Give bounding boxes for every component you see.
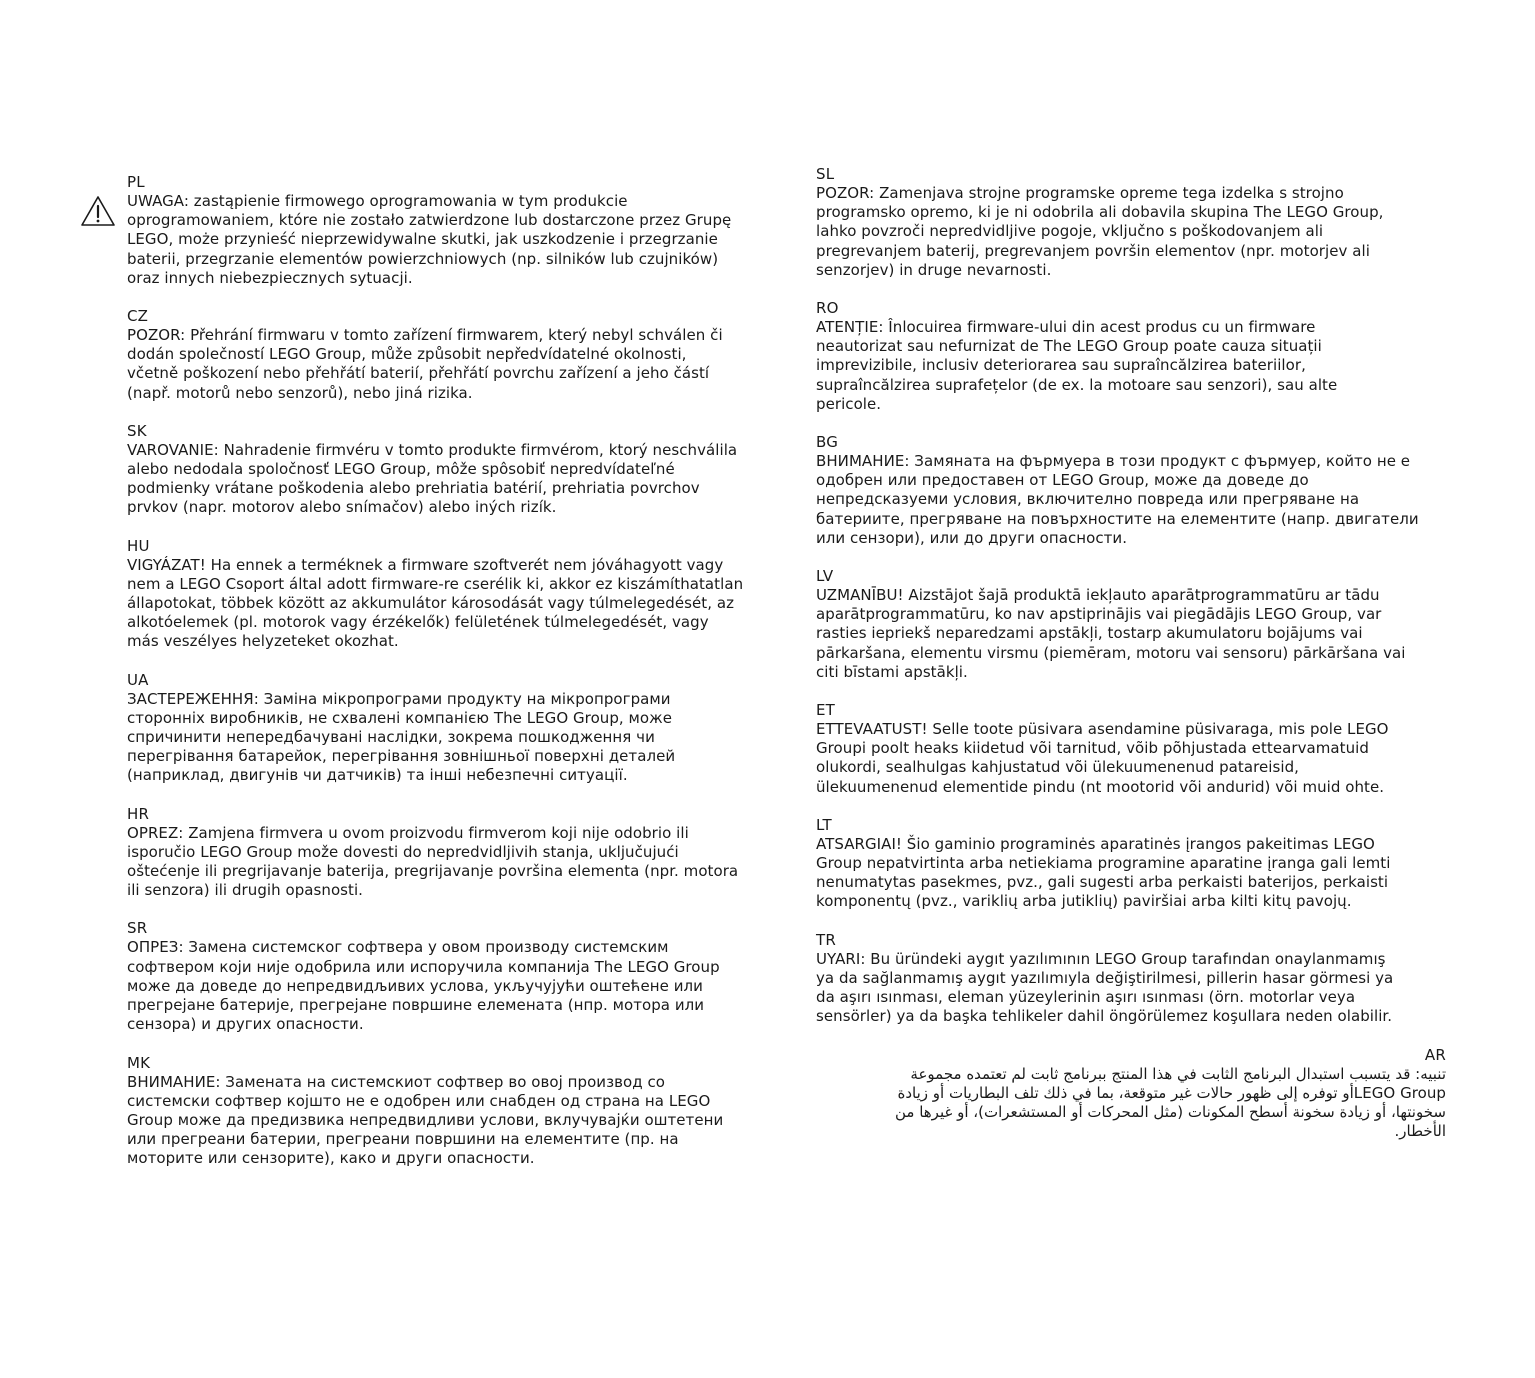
language-code: HU: [127, 536, 150, 555]
language-code: BG: [816, 433, 839, 452]
warning-text: OPREZ: Zamjena firmvera u ovom proizvodu firmverom koji nije odobrio ili isporučio LEGO Group može dovesti do nepredvidljivih stanja, uključujući oštećenje ili pregrijavanje baterija, pregrijavanje površina elementa (npr. motora ili senzora) ili drugih opasnosti.: [127, 823, 739, 900]
right-column: [816, 165, 1446, 1160]
warning-text: VIGYÁZAT! Ha ennek a terméknek a firmware szoftverét nem jóváhagyott vagy nem a LEGO Csoport által adott firmware-re cserélik ki, akkor ez kiszámíthatatlan állapotokat, többek között az akkumulátor károsodását vagy túlmelegedését, az alkotóelemek (pl. motorok vagy érzékelők) felületének túlmelegedését, vagy más veszélyes helyzeteket okozhat.: [127, 555, 744, 651]
warning-text: UYARI: Bu üründeki aygıt yazılımının LEGO Group tarafından onaylanmamış ya da sağlanmamış aygıt yazılımıyla değiştirilmesi, pillerin hasar görmesi ya da aşırı ısınması, eleman yüzeylerinin aşırı ısınması (örn. motorlar veya sensörler) ya da başka tehlikeler dahil öngörülemez koşullara neden olabilir.: [816, 949, 1394, 1026]
warning-section-sl: [816, 165, 1446, 280]
warning-text: ATSARGIAI! Šio gaminio programinės aparatinės įrangos pakeitimas LEGO Group nepatvirtinta arba netiekiama programine aparatine įranga gali lemti nenumatytas pasekmes, pvz., gali sugesti arba perkaisti baterijos, perkaisti komponentų (pvz., variklių arba jutiklių) paviršiai arba kilti kitų pavojų.: [816, 834, 1391, 911]
language-code: MK: [127, 1053, 151, 1072]
warning-section-ua: [127, 671, 792, 786]
warning-text: ETTEVAATUST! Selle toote püsivara asendamine püsivaraga, mis pole LEGO Groupi poolt heaks kiidetud või tarnitud, võib põhjustada ettearvamatuid olukordi, sealhulgas kahjustatud või ülekuumenenud patareisid, ülekuumenenud elementide pindu (nt mootorid või andurid) või muid ohte.: [816, 720, 1389, 796]
warning-section-ro: [816, 299, 1446, 414]
language-code: PL: [127, 173, 145, 191]
warning-text: POZOR: Zamenjava strojne programske opreme tega izdelka s strojno programsko opremo, ki je ni odobrila ali dobavila skupina The LEGO Group, lahko povzroči nepredvidljive pogoje, vključno s poškodovanjem ali pregrevanjem baterij, pregrevanjem površin elementov (npr. motorjev ali senzorjev) in druge nevarnosti.: [816, 184, 1384, 279]
warning-text: POZOR: Přehrání firmwaru v tomto zařízení firmwarem, který nebyl schválen či dodán společností LEGO Group, může způsobit nepředvídatelné okolnosti, včetně poškození nebo přehřátí baterií, přehřátí povrchu zařízení a jeho částí (např. motorů nebo senzorů), nebo jiná rizika.: [127, 326, 723, 402]
warning-triangle-icon: [80, 195, 116, 227]
warning-section-lt: [816, 816, 1446, 912]
warning-section-hr: [127, 805, 792, 901]
warning-section-hu: [127, 537, 792, 652]
warning-text: ЗАСТЕРЕЖЕННЯ: Заміна мікропрограми продукту на мікропрограми сторонніх виробників, не схвалені компанією The LEGO Group, може спричинити непередбачувані наслідки, зокрема пошкодження чи перегрівання батарейок, перегрівання зовнішньої поверхні деталей (наприклад, двигунів чи датчиків) та інші небезпечні ситуації.: [127, 689, 676, 785]
language-code: SL: [816, 165, 835, 183]
warning-section-sk: [127, 422, 792, 518]
warning-text: ВНИМАНИЕ: Замената на системскиот софтвер во овој производ со системски софтвер којшто не е одобрен или снабден од страна на LEGO Group може да предизвика непредвидливи услови, вклучувајќи оштетени или прегреани батерии, прегреани површини на елементите (пр. на моторите или сензорите), како и други опасности.: [127, 1072, 724, 1168]
language-code: SK: [127, 421, 147, 440]
warning-section-lv: [816, 567, 1446, 682]
warning-text: UWAGA: zastąpienie firmowego oprogramowania w tym produkcie oprogramowaniem, które nie zostało zatwierdzone lub dostarczone przez Grupę LEGO, może przynieść nieprzewidywalne skutki, jak uszkodzenie i przegrzanie baterii, przegrzanie elementów powierzchniowych (np. silników lub czujników) oraz innych niebezpiecznych sytuacji.: [127, 192, 732, 287]
warning-text: UZMANĪBU! Aizstājot šajā produktā iekļauto aparātprogrammatūru ar tādu aparātprogrammatūru, ko nav apstiprinājis vai piegādājis LEGO Group, var rasties iepriekš neparedzami apstākļi, tostarp akumulatoru bojājums vai pārkaršana, elementu virsmu (piemēram, motoru vai sensoru) pārkāršana vai citi bīstami apstākļi.: [816, 586, 1406, 681]
warning-section-mk: [127, 1054, 792, 1169]
warning-section-bg: [816, 433, 1446, 548]
language-code: ET: [816, 701, 836, 720]
left-column: [127, 173, 792, 1188]
language-code: UA: [127, 670, 149, 689]
language-code: RO: [816, 299, 839, 318]
language-code: LV: [816, 567, 834, 586]
warning-text: VAROVANIE: Nahradenie firmvéru v tomto produkte firmvérom, ktorý neschválila alebo nedodala spoločnosť LEGO Group, môže spôsobiť nepredvídateľné podmienky vrátane poškodenia alebo prehriatia batérií, prehriatia povrchov prvkov (napr. motorov alebo snímačov) alebo iných rizík.: [127, 440, 738, 517]
warning-section-tr: [816, 931, 1446, 1027]
warning-section-ar: [816, 1046, 1446, 1142]
warning-section-cz: [127, 307, 792, 403]
language-code: SR: [127, 919, 148, 938]
warning-section-pl: [127, 173, 792, 288]
language-code: LT: [816, 815, 832, 834]
language-code: TR: [816, 930, 836, 949]
language-code: CZ: [127, 307, 149, 326]
warning-text: ВНИМАНИЕ: Замяната на фърмуера в този продукт с фърмуер, който не е одобрен или предоставен от LEGO Group, може да доведе до непредсказуеми условия, включително повреда или прегряване на батериите, прегряване на повърхностите на елементите (напр. двигатели или сензори), или до други опасности.: [816, 452, 1419, 547]
warning-text: تنبيه: قد يتسبب استبدال البرنامج الثابت في هذا المنتج ببرنامج ثابت لم تعتمده مجموعة LEGO Groupأو توفره إلى ظهور حالات غير متوقعة، بما في ذلك تلف البطاريات أو زيادة سخونتها، أو زيادة سخونة أسطح المكونات (مثل المحركات أو المستشعرات)، أو غيرها من الأخطار.: [894, 1064, 1446, 1141]
warning-section-et: [816, 701, 1446, 797]
warning-text: ATENȚIE: Înlocuirea firmware-ului din acest produs cu un firmware neautorizat sau nefurnizat de The LEGO Group poate cauza situații imprevizibile, inclusiv deteriorarea sau supraîncălzirea bateriilor, supraîncălzirea suprafețelor (de ex. la motoare sau senzori), sau alte pericole.: [816, 318, 1338, 413]
warning-section-sr: [127, 919, 792, 1034]
language-code: HR: [127, 804, 150, 823]
warning-text: ОПРЕЗ: Замена системског софтвера у овом производу системским софтвером који није одобрила или испоручила компанија The LEGO Group може да доведе до непредвидљивих услова, укључујући оштећене или прегрејане батерије, прегрејане површине елемената (нпр. мотора или сензора) и других опасности.: [127, 938, 720, 1034]
language-code: AR: [1424, 1045, 1446, 1064]
